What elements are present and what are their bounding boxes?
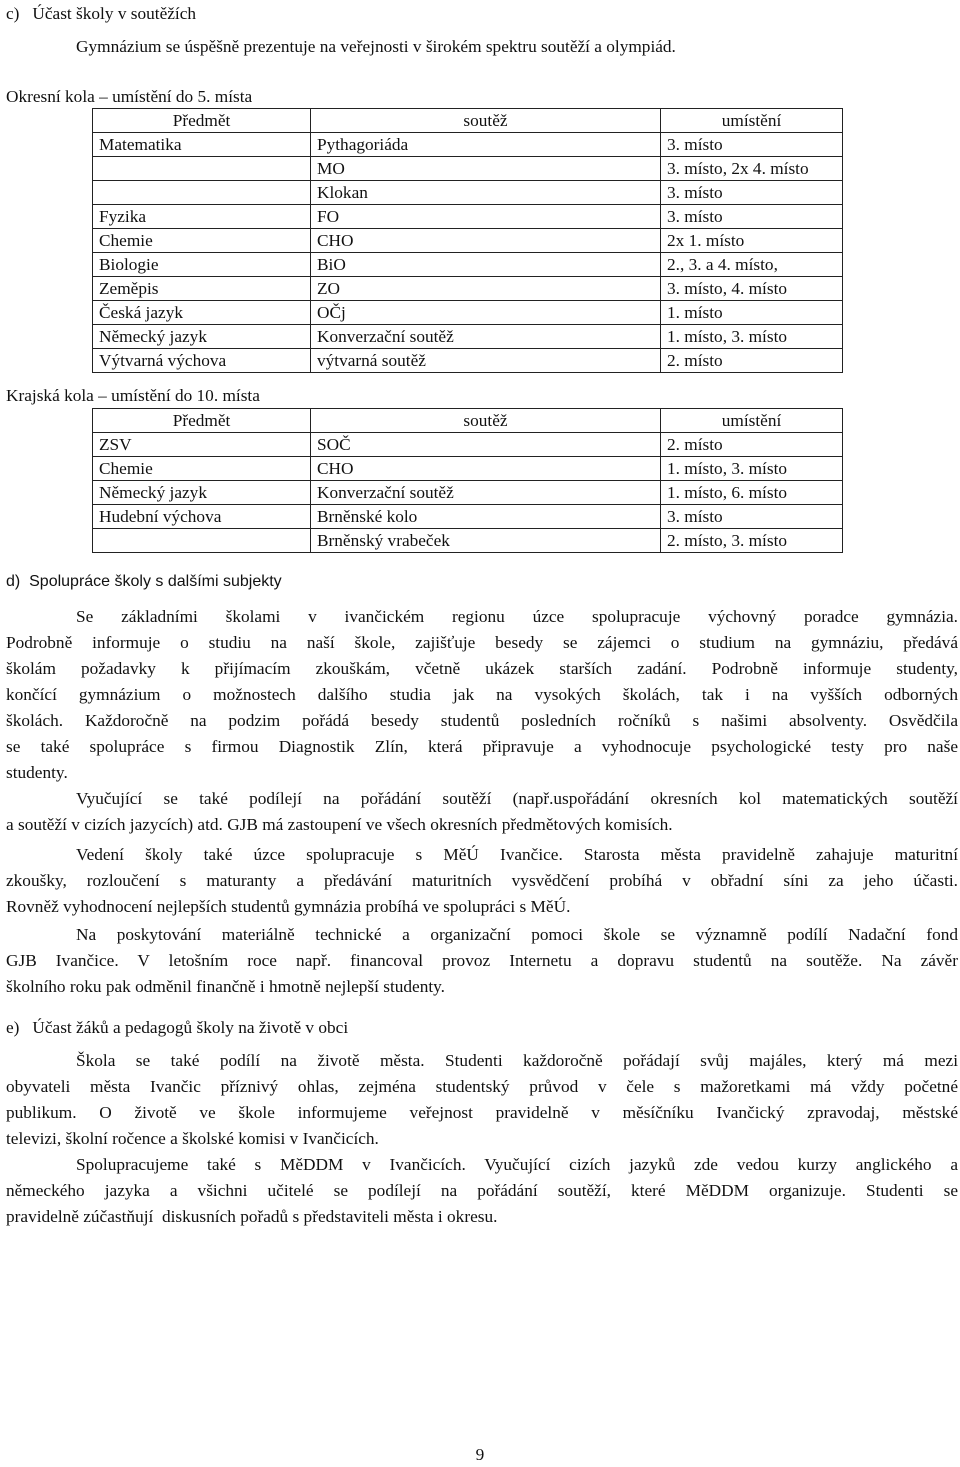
paragraph-line: Vedení školy také úzce spolupracuje s MěÚ Ivančice. Starosta města pravidelně zahajuje maturitní (76, 845, 958, 864)
table-row (93, 301, 843, 325)
cell-soutez: Brněnský vrabeček (311, 529, 661, 553)
cell-umisteni: 2., 3. a 4. místo, (661, 253, 843, 277)
header-soutez: soutěž (311, 409, 661, 433)
cell-predmet: ZSV (93, 433, 311, 457)
paragraph-line: Škola se také podílí na životě města. Studenti každoročně pořádají svůj majáles, který má mezi (76, 1051, 958, 1070)
table-row (93, 181, 843, 205)
section-d-paragraph-3 (6, 842, 958, 920)
cell-soutez: Konverzační soutěž (311, 325, 661, 349)
cell-predmet: Chemie (93, 229, 311, 253)
cell-soutez: FO (311, 205, 661, 229)
paragraph-line: zkoušky, rozloučení s maturanty a předávání maturitních vysvědčení probíhá v obřadní síni za jeho účasti. (6, 871, 958, 890)
page-number: 9 (475, 1445, 485, 1464)
cell-soutez: SOČ (311, 433, 661, 457)
cell-soutez: OČj (311, 301, 661, 325)
cell-umisteni: 1. místo (661, 301, 843, 325)
paragraph-line: publikum. O životě ve škole informujeme veřejnost pravidelně v měsíčníku Ivančický zpravodaj, městské (6, 1103, 958, 1122)
paragraph-line: Spolupracujeme také s MěDDM v Ivančicích. Vyučující cizích jazyků zde vedou kurzy anglického a (76, 1155, 958, 1174)
paragraph-line: Podrobně informuje o studiu na naší škole, zajišťuje besedy se zájemci o studium na gymnáziu, předává (6, 633, 958, 652)
paragraph-line: a soutěží v cizích jazycích) atd. GJB má zastoupení ve všech okresních předmětových komisích. (6, 815, 673, 834)
cell-umisteni: 3. místo (661, 205, 843, 229)
paragraph-line: Rovněž vyhodnocení nejlepších studentů gymnázia probíhá ve spolupráci s MěÚ. (6, 897, 571, 916)
cell-umisteni: 1. místo, 3. místo (661, 457, 843, 481)
cell-predmet: Česká jazyk (93, 301, 311, 325)
paragraph-line: německého jazyka a všichni učitelé se podílejí na pořádání soutěží, které MěDDM organizuje. Studenti se (6, 1181, 958, 1200)
cell-predmet: Hudební výchova (93, 505, 311, 529)
section-c-heading: c) Účast školy v soutěžích (6, 4, 197, 23)
table-row (93, 229, 843, 253)
table-row (93, 277, 843, 301)
cell-soutez: CHO (311, 457, 661, 481)
cell-umisteni: 1. místo, 6. místo (661, 481, 843, 505)
paragraph-line: televizi, školní ročence a školské komisi v Ivančicích. (6, 1129, 379, 1148)
cell-predmet (93, 157, 311, 181)
table-row (93, 457, 843, 481)
header-predmet: Předmět (93, 409, 311, 433)
paragraph-line: školního roku pak odměnil finančně i hmotně nejlepší studenty. (6, 977, 445, 996)
cell-predmet: Německý jazyk (93, 481, 311, 505)
section-d-paragraph-1 (6, 604, 958, 786)
table-row (93, 205, 843, 229)
cell-soutez: MO (311, 157, 661, 181)
header-predmet: Předmět (93, 109, 311, 133)
section-d-paragraph-2 (6, 786, 958, 838)
cell-soutez: Klokan (311, 181, 661, 205)
table-row (93, 157, 843, 181)
cell-predmet: Chemie (93, 457, 311, 481)
table-row (93, 133, 843, 157)
cell-umisteni: 2x 1. místo (661, 229, 843, 253)
cell-predmet: Biologie (93, 253, 311, 277)
cell-umisteni: 2. místo, 3. místo (661, 529, 843, 553)
cell-soutez: Konverzační soutěž (311, 481, 661, 505)
okresni-caption: Okresní kola – umístění do 5. místa (6, 87, 253, 106)
paragraph-line: končící gymnázium o možnostech dalšího studia jak na vysokých školách, tak i na vyšších odborných (6, 685, 958, 704)
cell-soutez: Brněnské kolo (311, 505, 661, 529)
cell-umisteni: 1. místo, 3. místo (661, 325, 843, 349)
header-soutez: soutěž (311, 109, 661, 133)
cell-soutez: ZO (311, 277, 661, 301)
cell-predmet (93, 529, 311, 553)
cell-umisteni: 3. místo, 4. místo (661, 277, 843, 301)
cell-predmet: Matematika (93, 133, 311, 157)
cell-umisteni: 3. místo (661, 181, 843, 205)
paragraph-line: Se základními školami v ivančickém regionu úzce spolupracuje výchovný poradce gymnázia. (76, 607, 958, 626)
table-row (93, 253, 843, 277)
cell-soutez: Pythagoriáda (311, 133, 661, 157)
paragraph-line: se také spolupráce s firmou Diagnostik Zlín, která připravuje a vyhodnocuje psychologické testy pro naše (6, 737, 958, 756)
cell-umisteni: 2. místo (661, 433, 843, 457)
section-e-paragraph-1 (6, 1048, 958, 1152)
table-row (93, 481, 843, 505)
section-c-intro: Gymnázium se úspěšně prezentuje na veřejnosti v širokém spektru soutěží a olympiád. (76, 37, 676, 56)
cell-predmet: Německý jazyk (93, 325, 311, 349)
table-row (93, 529, 843, 553)
table-row (93, 349, 843, 373)
header-umisteni: umístění (661, 109, 843, 133)
section-e-paragraph-2 (6, 1152, 958, 1230)
table-row (93, 505, 843, 529)
paragraph-line: školám požadavky k přijímacím zkouškám, včetně ukázek starších zadání. Podrobně informuje studenty, (6, 659, 958, 678)
paragraph-line: GJB Ivančice. V letošním roce např. financoval provoz Internetu a dopravu studentů na soutěže. Na závěr (6, 951, 958, 970)
cell-umisteni: 2. místo (661, 349, 843, 373)
cell-soutez: CHO (311, 229, 661, 253)
table-row (93, 325, 843, 349)
paragraph-line: pravidelně zúčastňují diskusních pořadů s představiteli města i okresu. (6, 1207, 498, 1226)
okresni-table (92, 108, 843, 373)
cell-predmet (93, 181, 311, 205)
paragraph-line: studenty. (6, 763, 68, 782)
cell-umisteni: 3. místo (661, 133, 843, 157)
cell-umisteni: 3. místo (661, 505, 843, 529)
krajska-table (92, 408, 843, 553)
section-d-paragraph-4 (6, 922, 958, 1000)
section-e-heading: e) Účast žáků a pedagogů školy na životě v obci (6, 1018, 349, 1037)
cell-predmet: Zeměpis (93, 277, 311, 301)
paragraph-line: Vyučující se také podílejí na pořádání soutěží (např.uspořádání okresních kol matematických soutěží (76, 789, 958, 808)
paragraph-line: školách. Každoročně na podzim pořádá besedy studentů posledních ročníků s našimi absolventy. Osvědčila (6, 711, 958, 730)
cell-predmet: Výtvarná výchova (93, 349, 311, 373)
cell-umisteni: 3. místo, 2x 4. místo (661, 157, 843, 181)
cell-soutez: výtvarná soutěž (311, 349, 661, 373)
cell-predmet: Fyzika (93, 205, 311, 229)
section-d-heading: d) Spolupráce školy s dalšími subjekty (6, 573, 282, 590)
paragraph-line: Na poskytování materiálně technické a organizační pomoci škole se významně podílí Nadační fond (76, 925, 958, 944)
krajska-caption: Krajská kola – umístění do 10. místa (6, 386, 260, 405)
header-umisteni: umístění (661, 409, 843, 433)
paragraph-line: obyvateli města Ivančic příznivý ohlas, zejména studentský průvod v čele s mažoretkami má vždy početné (6, 1077, 958, 1096)
cell-soutez: BiO (311, 253, 661, 277)
table-row (93, 433, 843, 457)
